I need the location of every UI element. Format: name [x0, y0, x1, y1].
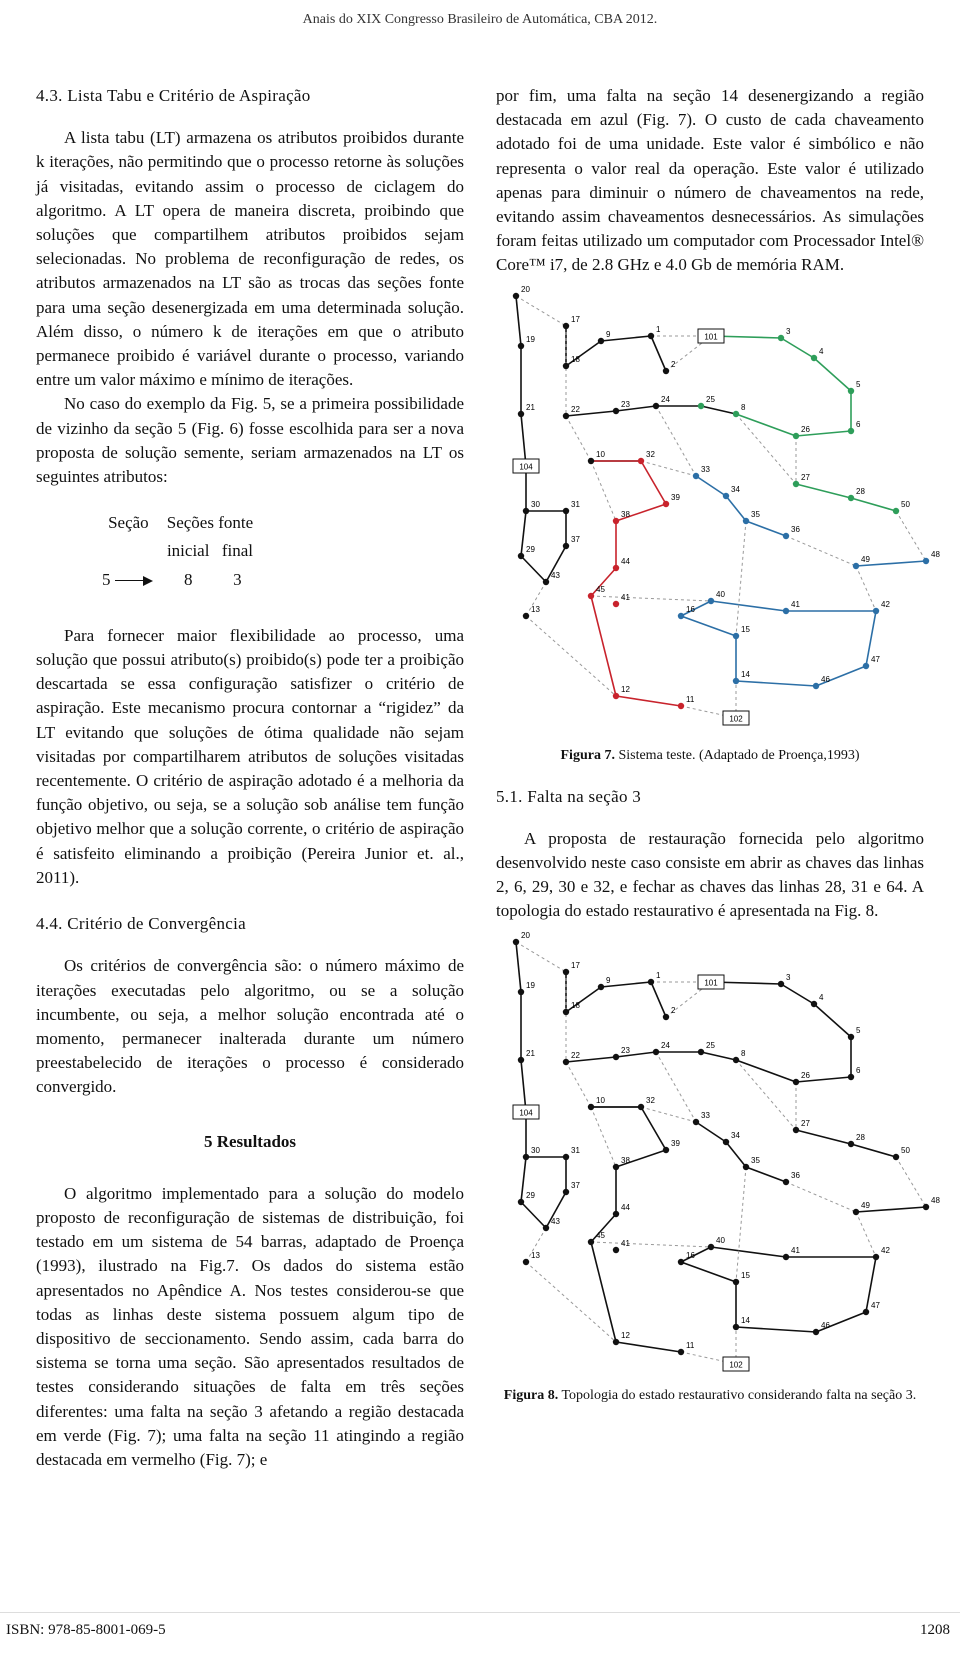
bus-node — [518, 342, 524, 348]
network-line — [726, 1142, 746, 1167]
network-line — [516, 296, 521, 346]
bus-node — [653, 402, 659, 408]
bus-node — [811, 354, 817, 360]
bus-node — [563, 1153, 569, 1159]
bus-label: 49 — [861, 554, 870, 564]
bus-node — [848, 494, 854, 500]
network-line — [651, 982, 666, 1017]
bus-node — [613, 1210, 619, 1216]
substation-label: 102 — [729, 714, 743, 724]
network-line — [641, 1107, 666, 1150]
bus-label: 23 — [621, 1045, 630, 1055]
bus-label: 28 — [856, 1132, 865, 1142]
bus-node — [783, 1178, 789, 1184]
tabu-attributes-table — [36, 509, 464, 594]
network-line — [781, 338, 814, 358]
bus-label: 29 — [526, 1190, 535, 1200]
bus-node — [893, 507, 899, 513]
network-line — [521, 1202, 546, 1228]
bus-node — [793, 432, 799, 438]
bus-label: 27 — [801, 472, 810, 482]
bus-label: 40 — [716, 1235, 725, 1245]
bus-label: 44 — [621, 556, 630, 566]
bus-label: 27 — [801, 1118, 810, 1128]
bus-node — [783, 607, 789, 613]
network-line — [681, 1262, 736, 1282]
bus-label: 22 — [571, 404, 580, 414]
bus-label: 3 — [786, 972, 791, 982]
bus-node — [778, 334, 784, 340]
paragraph: A proposta de restauração fornecida pelo algoritmo desenvolvido neste caso consiste em abrir as chaves das linhas 2, 6, 29, 30 e 32, e fechar as chaves das linhas 28, 31 e 64. A topologia do estado restaurativo é apresentada na Fig. 8. — [496, 828, 924, 921]
network-line — [851, 498, 896, 511]
network-diagram-fig8 — [496, 930, 940, 1382]
bus-label: 20 — [521, 930, 530, 940]
table-cell-initial: 8 — [183, 569, 193, 589]
bus-node — [923, 1203, 929, 1209]
network-line — [566, 416, 591, 461]
bus-label: 4 — [819, 992, 824, 1002]
network-line — [591, 461, 616, 521]
bus-node — [523, 507, 529, 513]
bus-label: 46 — [821, 1320, 830, 1330]
network-line — [796, 484, 851, 498]
bus-label: 6 — [856, 1065, 861, 1075]
network-line — [856, 566, 876, 611]
network-line — [521, 1060, 526, 1112]
bus-node — [613, 600, 619, 606]
bus-label: 26 — [801, 1070, 810, 1080]
bus-label: 5 — [856, 379, 861, 389]
bus-label: 2 — [671, 1005, 676, 1015]
bus-node — [733, 677, 739, 683]
network-line — [711, 1247, 786, 1257]
bus-node — [563, 542, 569, 548]
bus-node — [638, 1103, 644, 1109]
bus-label: 4 — [819, 346, 824, 356]
bus-node — [708, 597, 714, 603]
bus-label: 34 — [731, 1130, 740, 1140]
bus-node — [613, 692, 619, 698]
figure-7-caption — [496, 746, 924, 765]
figure-8-caption — [496, 1386, 924, 1405]
bus-label: 30 — [531, 1145, 540, 1155]
bus-node — [873, 607, 879, 613]
bus-label: 48 — [931, 549, 940, 559]
bus-node — [613, 1246, 619, 1252]
bus-node — [723, 492, 729, 498]
bus-node — [563, 412, 569, 418]
network-line — [814, 1004, 851, 1037]
bus-node — [523, 1258, 529, 1264]
bus-node — [733, 410, 739, 416]
bus-label: 35 — [751, 1155, 760, 1165]
bus-label: 33 — [701, 1110, 710, 1120]
bus-node — [733, 632, 739, 638]
bus-label: 16 — [686, 604, 695, 614]
figure-7-caption-text: Sistema teste. (Adaptado de Proença,1993) — [614, 747, 860, 763]
bus-label: 15 — [741, 624, 750, 634]
network-line — [736, 1167, 746, 1282]
bus-label: 20 — [521, 284, 530, 294]
table-header-final: final — [221, 541, 253, 561]
bus-node — [678, 612, 684, 618]
bus-label: 11 — [686, 694, 695, 704]
bus-node — [783, 532, 789, 538]
bus-node — [853, 562, 859, 568]
bus-node — [613, 1053, 619, 1059]
footer-divider — [0, 1612, 960, 1613]
bus-node — [848, 387, 854, 393]
bus-label: 8 — [741, 402, 746, 412]
bus-node — [518, 552, 524, 558]
bus-node — [523, 612, 529, 618]
network-line — [656, 1052, 696, 1122]
bus-node — [863, 1308, 869, 1314]
bus-label: 5 — [856, 1025, 861, 1035]
bus-label: 47 — [871, 654, 880, 664]
bus-label: 39 — [671, 1138, 680, 1148]
network-line — [616, 1342, 681, 1352]
network-line — [851, 1144, 896, 1157]
bus-node — [733, 1056, 739, 1062]
bus-label: 29 — [526, 544, 535, 554]
bus-label: 14 — [741, 669, 750, 679]
bus-node — [543, 1224, 549, 1230]
bus-label: 43 — [551, 570, 560, 580]
bus-label: 12 — [621, 1330, 630, 1340]
bus-label: 42 — [881, 1245, 890, 1255]
bus-label: 21 — [526, 1048, 535, 1058]
network-line — [814, 358, 851, 391]
bus-node — [563, 968, 569, 974]
network-line — [591, 1107, 616, 1167]
bus-node — [513, 938, 519, 944]
bus-label: 6 — [856, 419, 861, 429]
bus-label: 11 — [686, 1340, 695, 1350]
bus-node — [663, 367, 669, 373]
network-line — [526, 616, 616, 696]
bus-label: 23 — [621, 399, 630, 409]
bus-node — [588, 457, 594, 463]
network-line — [781, 984, 814, 1004]
bus-label: 8 — [741, 1048, 746, 1058]
bus-node — [848, 1140, 854, 1146]
network-line — [651, 336, 666, 371]
bus-label: 45 — [596, 584, 605, 594]
network-line — [701, 1052, 736, 1060]
network-line — [786, 1182, 856, 1212]
bus-node — [793, 1078, 799, 1084]
table-header-section: Seção — [108, 513, 149, 533]
bus-label: 44 — [621, 1202, 630, 1212]
figure-8-label: Figura 8. — [503, 1387, 559, 1403]
network-line — [591, 596, 616, 696]
bus-label: 40 — [716, 589, 725, 599]
bus-node — [563, 1188, 569, 1194]
network-line — [696, 476, 726, 496]
bus-label: 34 — [731, 484, 740, 494]
bus-label: 19 — [526, 980, 535, 990]
bus-label: 43 — [551, 1216, 560, 1226]
bus-node — [848, 1073, 854, 1079]
network-line — [516, 942, 521, 992]
bus-label: 15 — [741, 1270, 750, 1280]
network-line — [736, 681, 816, 686]
network-line — [701, 406, 736, 414]
bus-label: 25 — [706, 1040, 715, 1050]
bus-node — [778, 980, 784, 986]
bus-node — [648, 332, 654, 338]
bus-node — [653, 1048, 659, 1054]
bus-node — [613, 407, 619, 413]
bus-node — [588, 1103, 594, 1109]
bus-label: 38 — [621, 509, 630, 519]
bus-node — [811, 1000, 817, 1006]
bus-label: 14 — [741, 1315, 750, 1325]
bus-label: 48 — [931, 1195, 940, 1205]
bus-label: 28 — [856, 486, 865, 496]
network-line — [516, 942, 566, 972]
bus-label: 32 — [646, 449, 655, 459]
substation-label: 102 — [729, 1360, 743, 1370]
bus-label: 41 — [621, 1238, 630, 1248]
bus-label: 19 — [526, 334, 535, 344]
bus-label: 36 — [791, 524, 800, 534]
bus-node — [518, 1198, 524, 1204]
bus-node — [598, 983, 604, 989]
substation-label: 101 — [704, 978, 718, 988]
substation-label: 104 — [519, 1108, 533, 1118]
network-line — [746, 1167, 786, 1182]
bus-label: 37 — [571, 534, 580, 544]
bus-label: 26 — [801, 424, 810, 434]
network-line — [521, 556, 546, 582]
bus-node — [923, 557, 929, 563]
network-line — [566, 1062, 591, 1107]
network-line — [896, 511, 926, 561]
bus-label: 31 — [571, 1145, 580, 1155]
bus-node — [518, 410, 524, 416]
bus-node — [678, 1258, 684, 1264]
footer-page-number: 1208 — [920, 1622, 950, 1638]
bus-label: 10 — [596, 449, 605, 459]
network-line — [786, 536, 856, 566]
bus-label: 3 — [786, 326, 791, 336]
bus-node — [793, 1126, 799, 1132]
network-line — [526, 1262, 616, 1342]
bus-label: 2 — [671, 359, 676, 369]
bus-node — [563, 362, 569, 368]
bus-label: 37 — [571, 1180, 580, 1190]
bus-node — [613, 1163, 619, 1169]
bus-label: 47 — [871, 1300, 880, 1310]
running-head: Anais do XIX Congresso Brasileiro de Automática, CBA 2012. — [302, 12, 658, 27]
bus-node — [663, 1146, 669, 1152]
bus-label: 17 — [571, 960, 580, 970]
bus-node — [563, 322, 569, 328]
bus-label: 18 — [571, 1000, 580, 1010]
bus-label: 50 — [901, 1145, 910, 1155]
bus-node — [588, 592, 594, 598]
bus-node — [518, 988, 524, 994]
bus-label: 46 — [821, 674, 830, 684]
network-line — [681, 616, 736, 636]
network-line — [896, 1157, 926, 1207]
section-5-1-title: 5.1. Falta na seção 3 — [496, 786, 642, 806]
bus-node — [893, 1153, 899, 1159]
bus-label: 41 — [621, 592, 630, 602]
bus-node — [813, 1328, 819, 1334]
bus-label: 49 — [861, 1200, 870, 1210]
paragraph: por fim, uma falta na seção 14 desenergizando a região destacada em azul (Fig. 7). O custo de cada chaveamento adotado foi de uma unidade. Este valor é simbólico e não representa o valor real da operação. Este valor é utilizado apenas para diminuir o número de chaveamentos na rede, evitando assim chaveamentos desnecessários. As simulações foram feitas utilizado um computador com Processador Intel® Core™ i7, de 2.8 GHz e 4.0 Gb de memória RAM. — [496, 86, 924, 275]
bus-node — [543, 578, 549, 584]
section-4-4-title: 4.4. Critério de Convergência — [36, 914, 246, 934]
figure-7-label: Figura 7. — [560, 747, 615, 763]
bus-label: 32 — [646, 1095, 655, 1105]
network-line — [736, 521, 746, 636]
bus-node — [873, 1253, 879, 1259]
bus-label: 30 — [531, 499, 540, 509]
table-cell-final: 3 — [233, 569, 242, 589]
bus-node — [613, 564, 619, 570]
bus-label: 13 — [531, 1250, 540, 1260]
bus-node — [793, 480, 799, 486]
network-line — [726, 496, 746, 521]
bus-node — [743, 517, 749, 523]
bus-node — [563, 1008, 569, 1014]
bus-node — [863, 662, 869, 668]
bus-node — [678, 1348, 684, 1354]
network-line — [641, 461, 666, 504]
figure-7 — [496, 284, 940, 736]
network-line — [591, 1242, 711, 1247]
bus-node — [693, 1118, 699, 1124]
bus-label: 1 — [656, 324, 661, 334]
bus-node — [848, 1033, 854, 1039]
arrow-icon — [115, 575, 155, 587]
section-4-3-title: 4.3. Lista Tabu e Critério de Aspiração — [36, 86, 311, 105]
bus-node — [853, 1208, 859, 1214]
bus-label: 10 — [596, 1095, 605, 1105]
network-line — [591, 1242, 616, 1342]
bus-label: 50 — [901, 499, 910, 509]
bus-node — [708, 1243, 714, 1249]
bus-label: 9 — [606, 975, 611, 985]
bus-node — [518, 1056, 524, 1062]
bus-node — [563, 1058, 569, 1064]
network-line — [736, 1327, 816, 1332]
substation-label: 101 — [704, 332, 718, 342]
bus-node — [613, 1338, 619, 1344]
bus-label: 16 — [686, 1250, 695, 1260]
bus-node — [733, 1278, 739, 1284]
bus-node — [663, 500, 669, 506]
bus-node — [733, 1323, 739, 1329]
section-5-title: 5 Resultados — [203, 1131, 297, 1151]
figure-8 — [496, 930, 940, 1382]
bus-node — [523, 1153, 529, 1159]
bus-node — [723, 1138, 729, 1144]
substation-label: 104 — [519, 462, 533, 472]
network-line — [516, 296, 566, 326]
bus-label: 24 — [661, 394, 670, 404]
network-line — [796, 1130, 851, 1144]
network-line — [856, 1212, 876, 1257]
bus-label: 12 — [621, 684, 630, 694]
paragraph: No caso do exemplo da Fig. 5, se a primeira possibilidade de vizinho da seção 5 (Fig. 6) fosse escolhida para ser a nova proposta de solução semente, seriam armazenados na LT os seguintes atributos: — [36, 394, 464, 487]
bus-node — [513, 292, 519, 298]
bus-node — [698, 1048, 704, 1054]
bus-label: 36 — [791, 1170, 800, 1180]
bus-node — [663, 1013, 669, 1019]
bus-node — [678, 702, 684, 708]
bus-label: 39 — [671, 492, 680, 502]
paragraph: A lista tabu (LT) armazena os atributos proibidos durante k iterações, não permitindo que o processo retorne às soluções já visitadas, evitando assim o processo de ciclagem do algoritmo. A LT opera de maneira discreta, proibindo que soluções que compartilhem atributos proibidos sejam selecionadas. No problema de reconfiguração de redes, os atributos armazenados na LT são as trocas das seções fonte para uma seção desenergizada em uma determinada solução. Além disso, o número k de iterações em que o atributo permanece proibido é variável durante o processo, variando entre um valor máximo e mínimo de iterações. — [36, 128, 464, 390]
figure-8-caption-text: Topologia do estado restaurativo considerando falta na seção 3. — [558, 1387, 917, 1403]
network-line — [521, 414, 526, 466]
bus-label: 24 — [661, 1040, 670, 1050]
right-column — [496, 84, 940, 1405]
bus-node — [848, 427, 854, 433]
bus-label: 21 — [526, 402, 535, 412]
bus-label: 25 — [706, 394, 715, 404]
footer-isbn: ISBN: 978-85-8001-069-5 — [6, 1622, 166, 1638]
network-line — [711, 601, 786, 611]
network-diagram-fig7 — [496, 284, 940, 736]
bus-label: 41 — [791, 599, 800, 609]
bus-node — [598, 337, 604, 343]
bus-node — [693, 472, 699, 478]
bus-node — [783, 1253, 789, 1259]
bus-label: 9 — [606, 329, 611, 339]
paragraph: Os critérios de convergência são: o número máximo de iterações executadas pelo algoritmo, ou se a solução incumbente, ou seja, a melhor solução encontrada até o momento, permanecer inalterada durante um número preestabelecido de iterações o processo é considerado convergido. — [36, 956, 464, 1097]
table-header-initial: inicial — [166, 541, 210, 561]
network-line — [591, 596, 711, 601]
bus-node — [638, 457, 644, 463]
table-cell-section: 5 — [102, 569, 111, 589]
paragraph: O algoritmo implementado para a solução do modelo proposto de reconfiguração de sistemas de distribuição, foi testado em um sistema de 54 barras, adaptado de Proença (1993), ilustrado na Fig.7. Os dados do sistema estão apresentados no Apêndice A. Nos testes considerou-se que todas as linhas deste sistema possuem algum tipo de dispositivo de seccionamento. Sendo assim, cada barra do sistema se torna uma seção. São apresentados resultados de testes considerando situações de falta em três seções diferentes: uma falta na seção 3 afetando a região destacada em verde (Fig. 7); uma falta na seção 11 atingindo a região destacada em vermelho (Fig. 7); e — [36, 1183, 464, 1469]
left-column — [36, 84, 464, 1472]
bus-node — [813, 682, 819, 688]
bus-label: 13 — [531, 604, 540, 614]
bus-label: 18 — [571, 354, 580, 364]
bus-label: 17 — [571, 314, 580, 324]
network-line — [616, 696, 681, 706]
bus-label: 41 — [791, 1245, 800, 1255]
bus-label: 31 — [571, 499, 580, 509]
bus-label: 45 — [596, 1230, 605, 1240]
bus-node — [563, 507, 569, 513]
bus-label: 22 — [571, 1050, 580, 1060]
bus-node — [698, 402, 704, 408]
bus-node — [743, 1163, 749, 1169]
bus-node — [588, 1238, 594, 1244]
bus-node — [613, 517, 619, 523]
paragraph: Para fornecer maior flexibilidade ao processo, uma solução que possui atributo(s) proibido(s) pode ter a proibição descartada se essa configuração satisfizer o critério de aspiração. Este mecanismo procura contornar a “rigidez” da LT evitando que soluções de ótima qualidade não sejam visitadas por compartilharem atributos de soluções visitadas recentemente. O critério de aspiração adotado é a melhoria da função objetivo, ou seja, se a solução sob análise tem função objetivo melhor que a solução corrente, o critério de aspiração é satisfeito eliminando a proibição (Pereira Junior et. al., 2011). — [36, 625, 464, 887]
network-line — [656, 406, 696, 476]
bus-label: 1 — [656, 970, 661, 980]
network-line — [696, 1122, 726, 1142]
bus-node — [648, 978, 654, 984]
bus-label: 38 — [621, 1155, 630, 1165]
table-header-source: Seções fonte — [166, 513, 254, 533]
bus-label: 33 — [701, 464, 710, 474]
bus-label: 42 — [881, 599, 890, 609]
network-line — [746, 521, 786, 536]
bus-label: 35 — [751, 509, 760, 519]
